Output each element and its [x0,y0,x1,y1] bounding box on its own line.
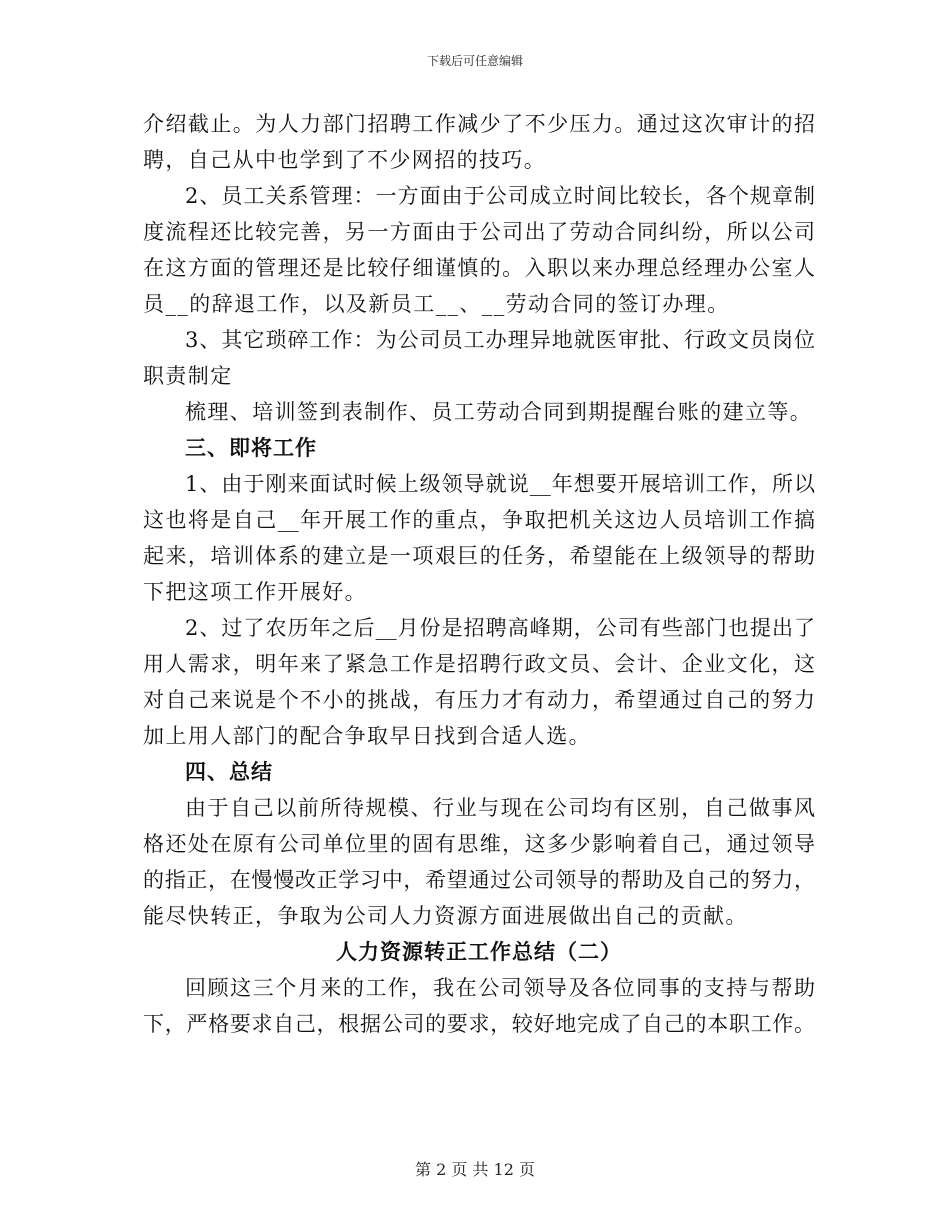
text-line: 回顾这三个月来的工作，我在公司领导及各位同事的支持与帮助 [185,976,815,1000]
text-line: 下，严格要求自己，根据公司的要求，较好地完成了自己的本职工作。 [143,1012,815,1036]
text-line: 在这方面的管理还是比较仔细谨慎的。入职以来办理总经理办公室人 [143,256,815,280]
text-line: 3、其它琐碎工作：为公司员工办理异地就医审批、行政文员岗位 [185,328,815,352]
text-line: 2、过了农历年之后__月份是招聘高峰期，公司有些部门也提出了 [185,616,815,640]
document-subtitle: 人力资源转正工作总结（二） [336,940,622,964]
text-line: 加上用人部门的配合争取早日找到合适人选。 [143,724,591,748]
text-line: 能尽快转正，争取为公司人力资源方面进展做出自己的贡献。 [143,904,748,928]
text-line: 的指正，在慢慢改正学习中，希望通过公司领导的帮助及自己的努力， [143,868,815,892]
page-footer: 第 2 页 共 12 页 [415,1160,535,1179]
page-header: 下载后可任意编辑 [426,54,523,68]
text-line: 梳理、培训签到表制作、员工劳动合同到期提醒台账的建立等。 [185,400,813,424]
text-line: 介绍截止。为人力部门招聘工作减少了不少压力。通过这次审计的招 [143,112,815,136]
section-heading: 三、即将工作 [185,436,317,460]
text-line: 这也将是自己__年开展工作的重点，争取把机关这边人员培训工作搞 [143,508,815,532]
text-line: 度流程还比较完善，另一方面由于公司出了劳动合同纠纷，所以公司 [143,220,815,244]
text-line: 职责制定 [143,364,233,388]
text-line: 下把这项工作开展好。 [143,580,367,604]
text-line: 员__的辞退工作，以及新员工__、__劳动合同的签订办理。 [143,292,730,316]
text-line: 对自己来说是个不小的挑战，有压力才有动力，希望通过自己的努力 [143,688,815,712]
text-line: 聘，自己从中也学到了不少网招的技巧。 [143,148,547,172]
document-body [143,106,815,1042]
text-line: 1、由于刚来面试时候上级领导就说__年想要开展培训工作，所以 [185,472,815,496]
text-line: 格还处在原有公司单位里的固有思维，这多少影响着自己，通过领导 [143,832,815,856]
text-line: 起来，培训体系的建立是一项艰巨的任务，希望能在上级领导的帮助 [143,544,815,568]
text-line: 2、员工关系管理：一方面由于公司成立时间比较长，各个规章制 [185,184,815,208]
text-line: 用人需求，明年来了紧急工作是招聘行政文员、会计、企业文化，这 [143,652,815,676]
text-line: 由于自己以前所待规模、行业与现在公司均有区别，自己做事风 [185,796,815,820]
section-heading: 四、总结 [185,760,273,784]
